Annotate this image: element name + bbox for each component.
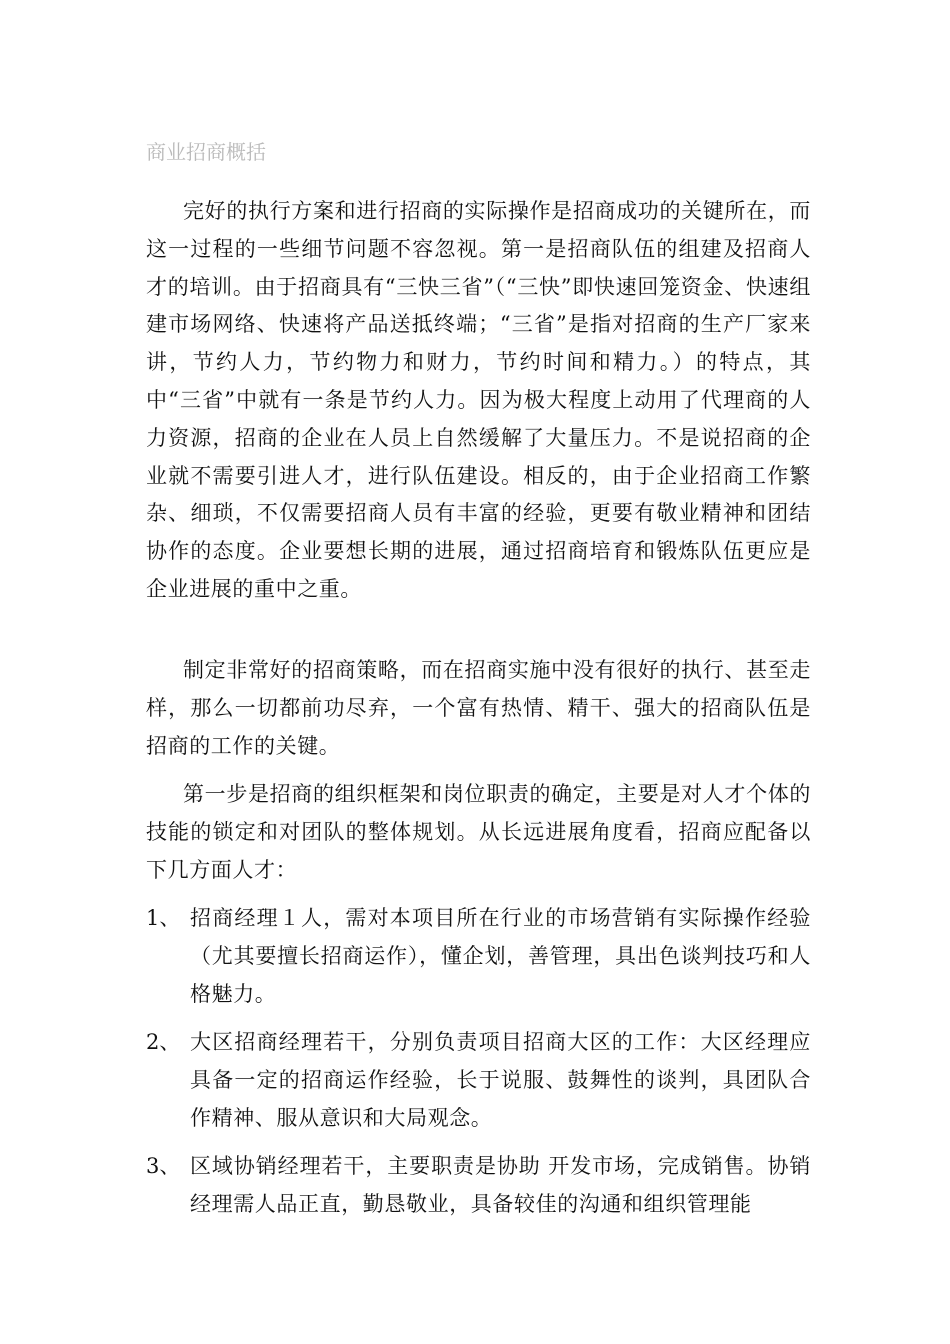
list-item-number: 3、 xyxy=(146,1154,181,1178)
paragraph-organization: 第一步是招商的组织框架和岗位职责的确定，主要是对人才个体的技能的锁定和对团队的整体规划。从长远进展角度看，招商应配备以下几方面人才： xyxy=(146,782,811,882)
list-item-number: 1、 xyxy=(146,906,181,930)
list-item-number: 2、 xyxy=(146,1030,181,1054)
paragraph-strategy: 制定非常好的招商策略，而在招商实施中没有很好的执行、甚至走样，那么一切都前功尽弃，一个富有热情、精干、强大的招商队伍是招商的工作的关键。 xyxy=(146,658,811,758)
list-item-text: 区域协销经理若干，主要职责是协助 开发市场，完成销售。协销经理需人品正直，勤恳敬业，具备较佳的沟通和组织管理能 xyxy=(190,1154,811,1216)
list-item-text: 大区招商经理若干，分别负责项目招商大区的工作：大区经理应具备一定的招商运作经验，长于说服、鼓舞性的谈判，具团队合作精神、服从意识和大局观念。 xyxy=(190,1030,811,1130)
list-item-text: 招商经理１人，需对本项目所在行业的市场营销有实际操作经验（尤其要擅长招商运作），懂企划，善管理，具出色谈判技巧和人格魅力。 xyxy=(190,906,811,1006)
document-title: 商业招商概括 xyxy=(146,140,266,164)
paragraph-execution: 完好的执行方案和进行招商的实际操作是招商成功的关键所在，而这一过程的一些细节问题不容忽视。第一是招商队伍的组建及招商人才的培训。由于招商具有“三快三省”（“三快”即快速回笼资金、快速组建市场网络、快速将产品送抵终端；“三省”是指对招商的生产厂家来讲，节约人力，节约物力和财力，节约时间和精力。）的特点，其中“三省”中就有一条是节约人力。因为极大程度上动用了代理商的人力资源，招商的企业在人员上自然缓解了大量压力。不是说招商的企业就不需要引进人才，进行队伍建设。相反的，由于企业招商工作繁杂、细琐，不仅需要招商人员有丰富的经验，更要有敬业精神和团结协作的态度。企业要想长期的进展，通过招商培育和锻炼队伍更应是企业进展的重中之重。 xyxy=(146,199,811,601)
